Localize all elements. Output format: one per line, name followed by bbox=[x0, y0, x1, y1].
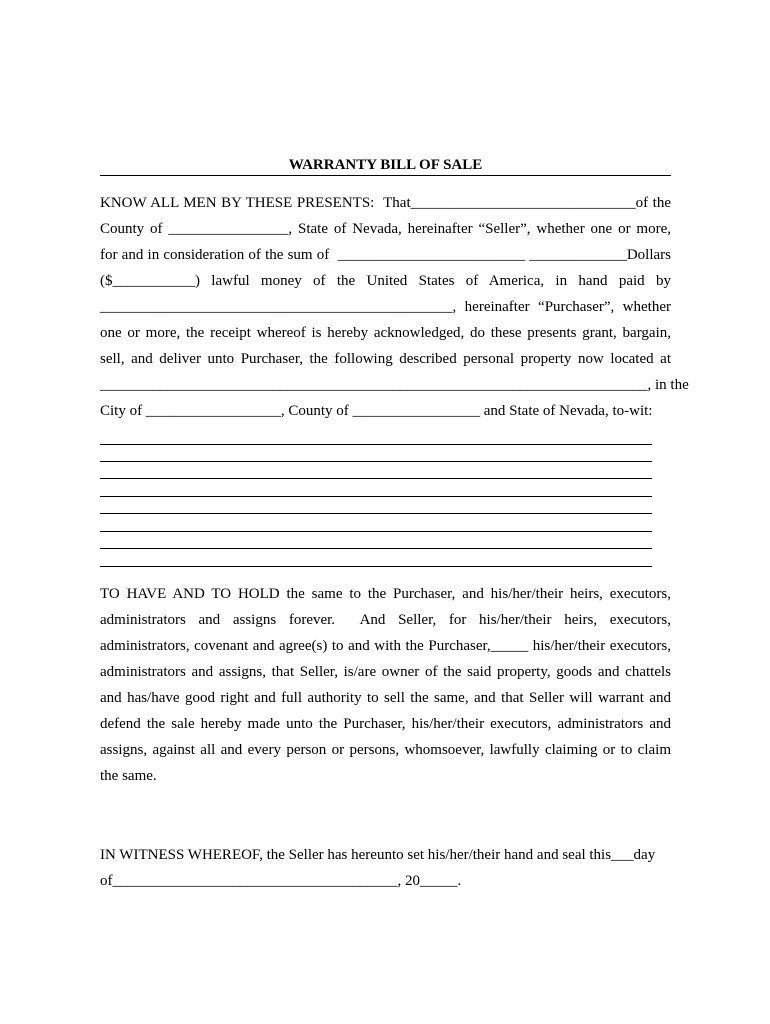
intro-line-5: _______________________________________________, hereinafter “Purchaser”, whether bbox=[100, 299, 671, 315]
property-description-line[interactable] bbox=[100, 496, 652, 497]
property-description-line[interactable] bbox=[100, 478, 652, 479]
intro-line-6: one or more, the receipt whereof is hereby acknowledged, do these presents grant, bargain, bbox=[100, 325, 671, 341]
property-description-line[interactable] bbox=[100, 548, 652, 549]
intro-line-4: ($___________) lawful money of the United States of America, in hand paid by bbox=[100, 273, 671, 289]
property-description-line[interactable] bbox=[100, 566, 652, 567]
intro-line-9: City of __________________, County of _________________ and State of Nevada, to-wit: bbox=[100, 403, 653, 419]
property-description-line[interactable] bbox=[100, 513, 652, 514]
property-description-line[interactable] bbox=[100, 531, 652, 532]
witness-line-2: of______________________________________, 20_____. bbox=[100, 873, 462, 889]
intro-line-2: County of ________________, State of Nevada, hereinafter “Seller”, whether one or more, bbox=[100, 221, 671, 237]
habendum-line-4: administrators and assigns, that Seller, is/are owner of the said property, goods and chattels bbox=[100, 664, 671, 680]
intro-line-1: KNOW ALL MEN BY THESE PRESENTS: That______________________________of the bbox=[100, 195, 671, 211]
property-description-line[interactable] bbox=[100, 461, 652, 462]
habendum-line-8: the same. bbox=[100, 768, 157, 784]
habendum-line-7: assigns, against all and every person or persons, whomsoever, lawfully claiming or to claim bbox=[100, 742, 671, 758]
title-underline bbox=[100, 175, 671, 176]
intro-line-8: _________________________________________________________________________, in the bbox=[100, 377, 689, 393]
habendum-line-1: TO HAVE AND TO HOLD the same to the Purchaser, and his/her/their heirs, executors, bbox=[100, 586, 671, 602]
habendum-line-2: administrators and assigns forever. And Seller, for his/her/their heirs, executors, bbox=[100, 612, 671, 628]
habendum-line-3: administrators, covenant and agree(s) to and with the Purchaser,_____ his/her/their executors, bbox=[100, 638, 671, 654]
witness-line-1: IN WITNESS WHEREOF, the Seller has hereunto set his/her/their hand and seal this___day bbox=[100, 847, 656, 863]
document-title: WARRANTY BILL OF SALE bbox=[288, 157, 483, 173]
property-description-line[interactable] bbox=[100, 444, 652, 445]
habendum-line-5: and has/have good right and full authority to sell the same, and that Seller will warrant and bbox=[100, 690, 671, 706]
intro-line-7: sell, and deliver unto Purchaser, the following described personal property now located at bbox=[100, 351, 671, 367]
intro-line-3: for and in consideration of the sum of _________________________ _____________Dollars bbox=[100, 247, 671, 263]
bill-of-sale-page bbox=[100, 0, 689, 1024]
habendum-line-6: defend the sale hereby made unto the Purchaser, his/her/their executors, administrators and bbox=[100, 716, 671, 732]
